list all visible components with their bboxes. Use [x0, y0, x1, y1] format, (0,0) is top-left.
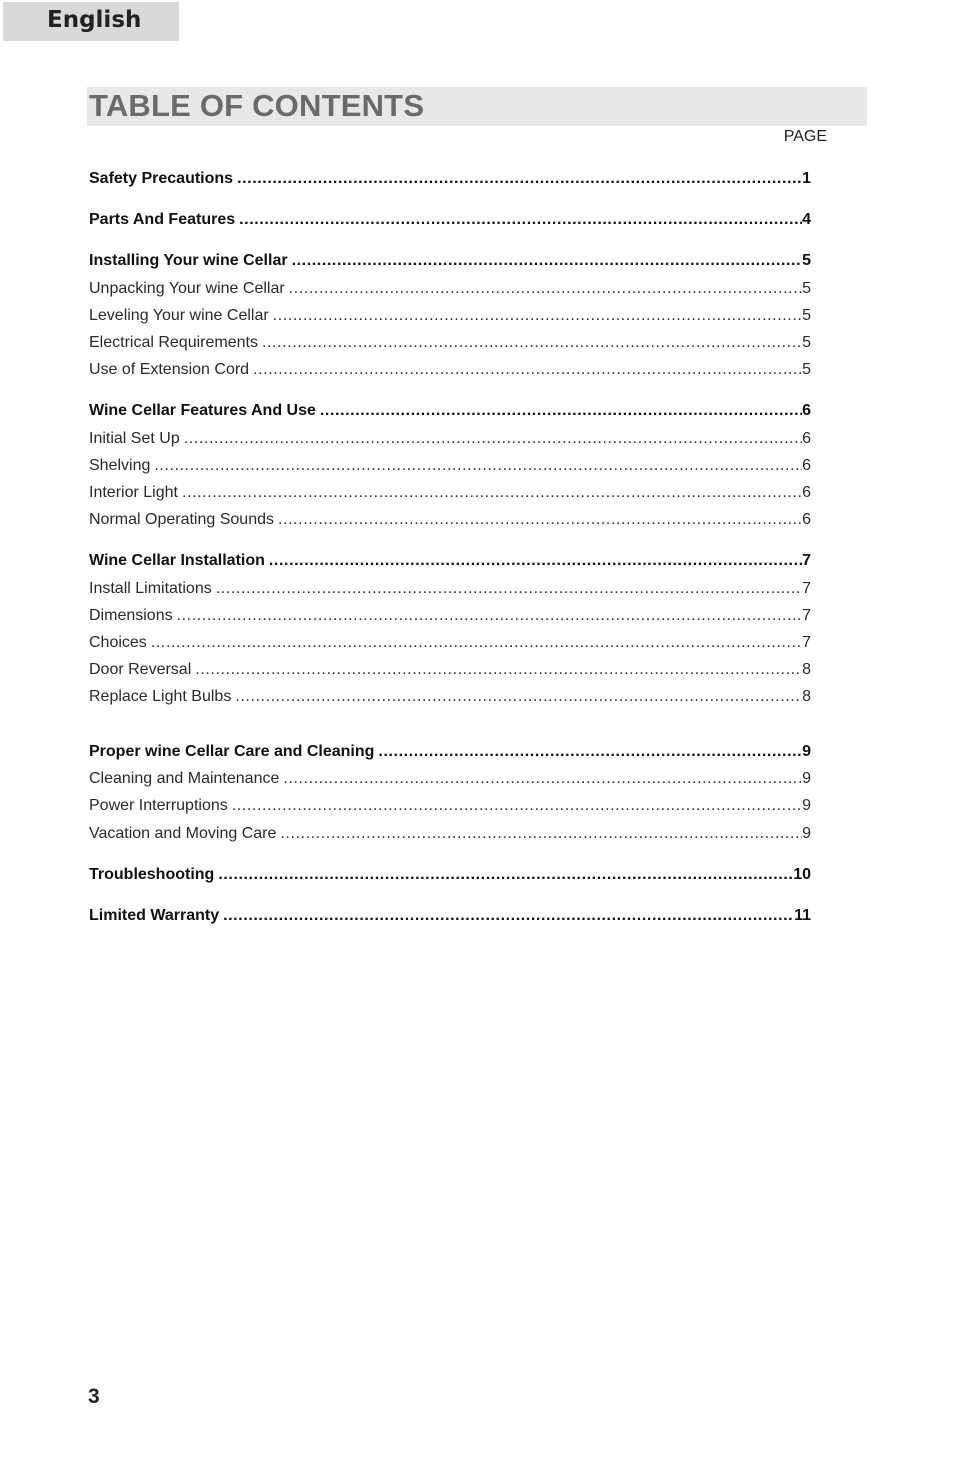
toc-entry-label: Shelving: [89, 457, 151, 474]
dot-leader: [378, 741, 802, 763]
toc-entry-page: 7: [802, 552, 811, 569]
dot-leader: [278, 509, 802, 531]
toc-entry-label: Installing Your wine Cellar: [89, 252, 288, 269]
dot-leader: [262, 332, 802, 354]
toc-entry-page: 9: [802, 770, 811, 787]
toc-entry-dimensions[interactable]: [89, 605, 811, 627]
toc-entry-page: 6: [802, 484, 811, 501]
toc-entry-vacation-moving[interactable]: [89, 823, 811, 845]
toc-entry-page: 6: [802, 402, 811, 419]
toc-entry-label: Install Limitations: [89, 580, 212, 597]
toc-entry-parts-and-features[interactable]: [89, 209, 811, 231]
page-column-label: PAGE: [783, 128, 827, 145]
toc-entry-page: 9: [802, 743, 811, 760]
toc-entry-page: 5: [802, 280, 811, 297]
toc-entry-troubleshooting[interactable]: [89, 864, 811, 886]
toc-entry-installing[interactable]: [89, 250, 811, 272]
dot-leader: [289, 278, 802, 300]
dot-leader: [151, 632, 802, 654]
language-tab: [3, 2, 179, 41]
dot-leader: [216, 578, 802, 600]
toc-entry-operating-sounds[interactable]: [89, 509, 811, 531]
title-bar: [87, 87, 867, 126]
dot-leader: [273, 305, 802, 327]
toc-entry-label: Interior Light: [89, 484, 178, 501]
toc-entry-page: 1: [802, 170, 811, 187]
toc-entry-page: 6: [802, 457, 811, 474]
dot-leader: [184, 428, 802, 450]
toc-entry-page: 8: [802, 661, 811, 678]
toc-entry-leveling[interactable]: [89, 305, 811, 327]
toc-entry-electrical[interactable]: [89, 332, 811, 354]
dot-leader: [283, 768, 802, 790]
dot-leader: [280, 823, 802, 845]
toc-entry-label: Proper wine Cellar Care and Cleaning: [89, 743, 375, 760]
dot-leader: [320, 400, 802, 422]
toc-entry-label: Power Interruptions: [89, 797, 228, 814]
toc-entry-label: Leveling Your wine Cellar: [89, 307, 269, 324]
toc-entry-label: Choices: [89, 634, 147, 651]
toc-entry-page: 9: [802, 797, 811, 814]
toc-entry-page: 5: [802, 361, 811, 378]
toc-entry-label: Initial Set Up: [89, 430, 180, 447]
toc-entry-door-reversal[interactable]: [89, 659, 811, 681]
toc-entry-page: 9: [802, 825, 811, 842]
dot-leader: [177, 605, 803, 627]
language-label: English: [47, 7, 142, 33]
toc-entry-label: Use of Extension Cord: [89, 361, 250, 378]
dot-leader: [154, 455, 802, 477]
dot-leader: [223, 905, 794, 927]
toc-entry-power-interruptions[interactable]: [89, 795, 811, 817]
dot-leader: [292, 250, 803, 272]
dot-leader: [195, 659, 802, 681]
toc-entry-page: 7: [802, 607, 811, 624]
dot-leader: [269, 550, 802, 572]
toc-entry-shelving[interactable]: [89, 455, 811, 477]
toc-entry-label: Dimensions: [89, 607, 173, 624]
toc-entry-label: Electrical Requirements: [89, 334, 258, 351]
toc-entry-safety-precautions[interactable]: [89, 168, 811, 190]
toc-entry-label: Safety Precautions: [89, 170, 234, 187]
toc-entry-label: Wine Cellar Installation: [89, 552, 265, 569]
toc-entry-page: 7: [802, 634, 811, 651]
page-number: 3: [88, 1385, 100, 1408]
toc-entry-replace-light-bulbs[interactable]: [89, 686, 811, 708]
toc-entry-page: 5: [802, 334, 811, 351]
toc-entry-extension-cord[interactable]: [89, 359, 811, 381]
dot-leader: [239, 209, 802, 231]
toc-entry-choices[interactable]: [89, 632, 811, 654]
toc-entry-label: Normal Operating Sounds: [89, 511, 274, 528]
toc-entry-label: Troubleshooting: [89, 866, 215, 883]
toc-entry-interior-light[interactable]: [89, 482, 811, 504]
toc-entry-page: 10: [793, 866, 811, 883]
toc-entry-initial-set-up[interactable]: [89, 428, 811, 450]
dot-leader: [218, 864, 793, 886]
toc-entry-label: Limited Warranty: [89, 907, 220, 924]
dot-leader: [182, 482, 802, 504]
toc-entry-page: 5: [802, 307, 811, 324]
toc-entry-page: 8: [802, 688, 811, 705]
toc-entry-label: Replace Light Bulbs: [89, 688, 232, 705]
toc-entry-page: 4: [802, 211, 811, 228]
toc-entry-label: Door Reversal: [89, 661, 192, 678]
toc-entry-page: 5: [802, 252, 811, 269]
toc-entry-label: Cleaning and Maintenance: [89, 770, 280, 787]
toc-entry-care-and-cleaning[interactable]: [89, 741, 811, 763]
toc-entry-page: 6: [802, 511, 811, 528]
toc-entry-label: Unpacking Your wine Cellar: [89, 280, 285, 297]
toc-entry-unpacking[interactable]: [89, 278, 811, 300]
dot-leader: [237, 168, 802, 190]
dot-leader: [232, 795, 802, 817]
page-title: TABLE OF CONTENTS: [89, 88, 425, 123]
toc-entry-label: Parts And Features: [89, 211, 236, 228]
toc-entry-install-limitations[interactable]: [89, 578, 811, 600]
toc-entry-limited-warranty[interactable]: [89, 905, 811, 927]
toc-entry-cellar-installation[interactable]: [89, 550, 811, 572]
toc-entry-page: 6: [802, 430, 811, 447]
toc-entry-page: 11: [794, 907, 811, 924]
toc-entry-features-and-use[interactable]: [89, 400, 811, 422]
toc-entry-label: Vacation and Moving Care: [89, 825, 277, 842]
toc-entry-cleaning-maintenance[interactable]: [89, 768, 811, 790]
dot-leader: [235, 686, 802, 708]
dot-leader: [253, 359, 802, 381]
toc-entry-label: Wine Cellar Features And Use: [89, 402, 316, 419]
toc-entry-page: 7: [802, 580, 811, 597]
